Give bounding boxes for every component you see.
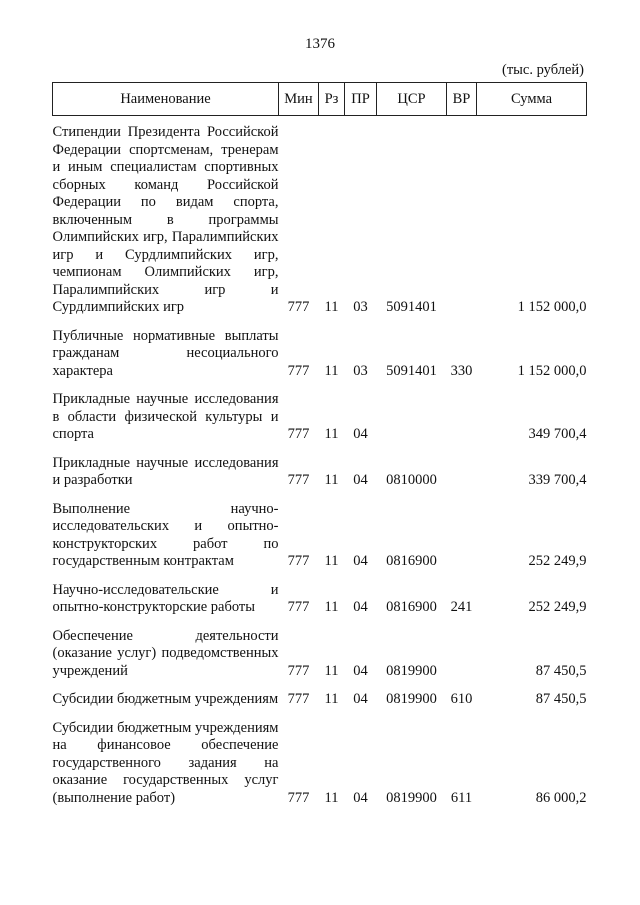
row-rz: 11 <box>324 426 339 442</box>
table-row <box>53 617 587 681</box>
row-vr: 610 <box>450 691 473 707</box>
row-name: Выполнение научно-исследовательских и опытно-конструкторских работ по государственным контрактам <box>52 500 279 569</box>
row-pr: 04 <box>353 691 368 707</box>
header-rz: Рз <box>319 83 345 116</box>
row-rz: 11 <box>324 299 339 315</box>
row-csr: 5091401 <box>386 362 437 379</box>
row-name: Субсидии бюджетным учреждениям <box>52 691 279 707</box>
header-csr: ЦСР <box>377 83 447 116</box>
row-sum: 87 450,5 <box>535 691 587 707</box>
header-row <box>53 83 587 116</box>
row-csr: 0819900 <box>386 789 437 806</box>
row-name: Прикладные научные исследования в области физической культуры и спорта <box>52 391 279 442</box>
row-rz: 11 <box>324 691 339 707</box>
row-min: 777 <box>287 789 310 806</box>
row-vr <box>447 490 477 571</box>
row-vr: 241 <box>450 599 473 615</box>
row-min: 777 <box>287 662 310 679</box>
table-row <box>53 317 587 381</box>
header-name: Наименование <box>53 83 279 116</box>
header-min: Мин <box>279 83 319 116</box>
table-row <box>53 380 587 444</box>
row-sum: 1 152 000,0 <box>517 299 587 315</box>
row-vr <box>447 617 477 681</box>
table-row <box>53 444 587 490</box>
row-csr <box>377 380 447 444</box>
row-csr: 0816900 <box>386 553 437 569</box>
row-vr <box>447 380 477 444</box>
row-name: Обеспечение деятельности (оказание услуг) подведомственных учреждений <box>52 627 279 679</box>
row-name: Научно-исследовательские и опытно-конструкторские работы <box>52 581 279 615</box>
row-sum: 252 249,9 <box>528 553 587 569</box>
row-vr <box>447 116 477 317</box>
row-sum: 86 000,2 <box>535 789 587 806</box>
table-row <box>53 490 587 571</box>
row-pr: 03 <box>353 299 368 315</box>
row-vr <box>447 444 477 490</box>
row-sum: 1 152 000,0 <box>517 362 587 379</box>
row-rz: 11 <box>324 472 339 488</box>
row-min: 777 <box>287 426 310 442</box>
row-pr: 04 <box>353 472 368 488</box>
row-min: 777 <box>287 553 310 569</box>
header-sum: Сумма <box>477 83 587 116</box>
row-sum: 87 450,5 <box>535 662 587 679</box>
row-csr: 0819900 <box>386 691 437 707</box>
row-vr: 330 <box>450 362 473 379</box>
row-name: Субсидии бюджетным учреждениям на финансовое обеспечение государственного задания на оказание государственных услуг (выполнение работ) <box>52 719 279 806</box>
row-pr: 04 <box>353 789 368 806</box>
row-min: 777 <box>287 299 310 315</box>
row-csr: 0819900 <box>386 662 437 679</box>
row-name: Прикладные научные исследования и разработки <box>52 454 279 488</box>
row-min: 777 <box>287 472 310 488</box>
row-sum: 349 700,4 <box>528 426 587 442</box>
row-rz: 11 <box>324 789 339 806</box>
header-vr: ВР <box>447 83 477 116</box>
budget-table <box>52 82 587 807</box>
row-sum: 252 249,9 <box>528 599 587 615</box>
table-row <box>53 116 587 317</box>
row-pr: 03 <box>353 362 368 379</box>
table-row <box>53 571 587 617</box>
row-rz: 11 <box>324 662 339 679</box>
row-min: 777 <box>287 599 310 615</box>
row-pr: 04 <box>353 426 368 442</box>
page-number: 1376 <box>305 36 335 52</box>
units-note: (тыс. рублей) <box>502 62 584 78</box>
row-csr: 0816900 <box>386 599 437 615</box>
row-rz: 11 <box>324 362 339 379</box>
row-pr: 04 <box>353 599 368 615</box>
table-row <box>53 709 587 808</box>
table-row <box>53 680 587 709</box>
row-csr: 0810000 <box>386 472 437 488</box>
row-rz: 11 <box>324 599 339 615</box>
row-name: Публичные нормативные выплаты гражданам несоциального характера <box>52 327 279 379</box>
header-pr: ПР <box>345 83 377 116</box>
row-pr: 04 <box>353 662 368 679</box>
row-pr: 04 <box>353 553 368 569</box>
row-name: Стипендии Президента Российской Федерации спортсменам, тренерам и иным специалистам спортивных сборных команд Российской Федерации по видам спорта, включенным в программы Олимпийских игр, Паралимпийских игр и Сурдлимпийских игр, чемпионам Олимпийских игр, Паралимпийских игр и Сурдлимпийских игр <box>52 124 279 315</box>
row-min: 777 <box>287 362 310 379</box>
row-csr: 5091401 <box>386 299 437 315</box>
row-rz: 11 <box>324 553 339 569</box>
row-min: 777 <box>287 691 310 707</box>
row-sum: 339 700,4 <box>528 472 587 488</box>
row-vr: 611 <box>450 789 473 806</box>
